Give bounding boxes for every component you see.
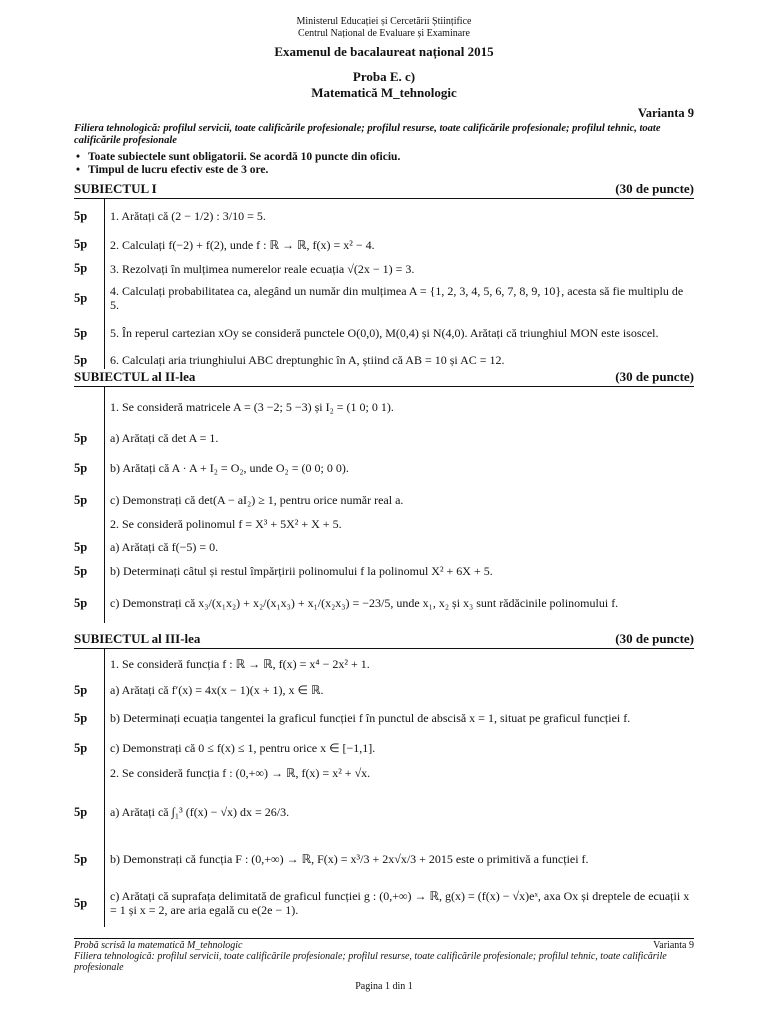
question-row (74, 233, 694, 256)
question-text: b) Demonstrați că funcția F : (0,+∞) → ℝ, F(x) = x³/3 + 2x√x/3 + 2015 este o primitivă a funcției f. (110, 852, 589, 866)
varianta-label: Varianta 9 (637, 106, 694, 120)
footer-right: Varianta 9 (653, 940, 694, 951)
section-points: (30 de puncte) (615, 181, 694, 196)
question-row (74, 839, 694, 879)
question-text: 4. Calculați probabilitatea ca, alegând un număr din mulțimea A = {1, 2, 3, 4, 5, 6, 7, 8, 9, 10}, acesta să fie multiplu de 5. (110, 284, 684, 312)
problem-text: 1. Se consideră funcția f : ℝ → ℝ, f(x) = x⁴ − 2x² + 1. (110, 657, 370, 671)
question-text: 6. Calculați aria triunghiului ABC dreptunghic în A, știind că AB = 10 și AC = 12. (110, 353, 505, 367)
section-2-block (74, 387, 694, 623)
section-header-1 (74, 181, 694, 199)
problem-intro (74, 649, 694, 679)
section-title: SUBIECTUL I (74, 181, 157, 196)
question-text: c) Demonstrați că 0 ≤ f(x) ≤ 1, pentru orice x ∈ [−1,1]. (110, 741, 376, 755)
points-label: 5p (74, 208, 88, 223)
question-text: c) Demonstrați că det(A − aI₂) ≥ 1, pentru orice număr real a. (110, 493, 404, 507)
question-text: a) Arătați că f(−5) = 0. (110, 540, 219, 554)
proba-title: Proba E. c) (352, 69, 416, 84)
points-label: 5p (74, 851, 88, 866)
points-label: 5p (74, 237, 88, 251)
question-text: a) Arătați că f′(x) = 4x(x − 1)(x + 1), x ∈ ℝ. (110, 683, 324, 697)
problem-text: 2. Se consideră funcția f : (0,+∞) → ℝ, f(x) = x² + √x. (110, 766, 371, 780)
question-row (74, 487, 694, 513)
exam-page (74, 16, 694, 927)
question-row (74, 199, 694, 233)
problem-text: 1. Se consideră matricele A = (3 −2; 5 −3) și I₂ = (1 0; 0 1). (110, 400, 394, 414)
rules-list (74, 151, 694, 177)
question-row (74, 281, 694, 315)
section-points: (30 de puncte) (615, 631, 694, 646)
points-label: 5p (74, 261, 88, 275)
question-row (74, 427, 694, 449)
question-row (74, 449, 694, 487)
question-row (74, 583, 694, 623)
problem-intro (74, 387, 694, 427)
points-label: 5p (74, 740, 88, 755)
question-text: 3. Rezolvați în mulțimea numerelor reale ecuația √(2x − 1) = 3. (110, 261, 415, 276)
points-label: 5p (74, 710, 88, 725)
question-text: b) Determinați ecuația tangentei la graficul funcției f în punctul de abscisă x = 1, situat pe graficul funcției f. (110, 711, 631, 725)
question-text: a) Arătați că det A = 1. (110, 431, 219, 445)
points-label: 5p (74, 563, 88, 578)
section-3-block (74, 649, 694, 927)
question-row (74, 701, 694, 735)
question-row (74, 351, 694, 369)
footer-left: Probă scrisă la matematică M_tehnologic (74, 940, 243, 951)
section-header-2 (74, 369, 694, 387)
section-1-block (74, 199, 694, 369)
question-text: c) Arătați că suprafața delimitată de graficul funcției g : (0,+∞) → ℝ, g(x) = (f(x) − √x)eˣ, axa Ox și dreptele de ecuații x = 1 și x = 2, are aria egală cu e(2e − 1). (110, 889, 690, 917)
points-label: 5p (74, 460, 88, 475)
question-row (74, 735, 694, 761)
subject-title: Matematică M_tehnologic (311, 85, 457, 100)
points-label: 5p (74, 325, 88, 340)
rule-item: • Timpul de lucru efectiv este de 3 ore. (88, 164, 694, 177)
question-text: 2. Calculați f(−2) + f(2), unde f : ℝ → ℝ, f(x) = x² − 4. (110, 237, 375, 252)
points-label: 5p (74, 895, 88, 910)
section-points: (30 de puncte) (615, 369, 694, 384)
points-label: 5p (74, 290, 88, 305)
question-text: b) Arătați că A · A + I₂ = O₂, unde O₂ = (0 0; 0 0). (110, 461, 349, 475)
section-title: SUBIECTUL al II-lea (74, 369, 196, 384)
problem-intro (74, 513, 694, 535)
question-row (74, 315, 694, 351)
question-row (74, 559, 694, 583)
section-header-3 (74, 631, 694, 649)
question-row (74, 679, 694, 701)
page-number: Pagina 1 din 1 (355, 981, 413, 992)
points-label: 5p (74, 804, 88, 819)
rule-item: • Toate subiectele sunt obligatorii. Se acordă 10 puncte din oficiu. (88, 151, 694, 164)
section-title: SUBIECTUL al III-lea (74, 631, 201, 646)
problem-intro (74, 761, 694, 785)
points-label: 5p (74, 492, 88, 507)
points-label: 5p (74, 682, 88, 697)
question-row (74, 879, 694, 927)
points-label: 5p (74, 539, 88, 554)
points-label: 5p (74, 352, 88, 367)
footer-filiera: Filiera tehnologică: profilul servicii, toate calificările profesionale; profilul resurse, toate calificările profesionale; profilul tehnic, toate calificările profesionale (74, 951, 667, 973)
question-text: b) Determinați câtul și restul împărțirii polinomului f la polinomul X² + 6X + 5. (110, 564, 493, 578)
question-text: a) Arătați că ∫₁³ (f(x) − √x) dx = 26/3. (110, 805, 290, 819)
center-line: Centrul Național de Evaluare și Examinare (298, 28, 470, 39)
question-row (74, 535, 694, 559)
question-text: c) Demonstrați că x₃/(x₁x₂) + x₂/(x₁x₃) + x₁/(x₂x₃) = −23/5, unde x₁, x₂ și x₃ sunt rădăcinile polinomului f. (110, 596, 619, 610)
question-text: 1. Arătați că (2 − 1/2) : 3/10 = 5. (110, 209, 266, 223)
points-label: 5p (74, 595, 88, 610)
question-row (74, 785, 694, 839)
footer-row (74, 940, 694, 951)
filiera-text: Filiera tehnologică: profilul servicii, toate calificările profesionale; profilul resurse, toate calificările profesionale; profilul tehnic, toate calificările profesionale (74, 123, 661, 146)
problem-text: 2. Se consideră polinomul f = X³ + 5X² + X + 5. (110, 517, 342, 531)
points-label: 5p (74, 430, 88, 445)
question-text: 5. În reperul cartezian xOy se consideră punctele O(0,0), M(0,4) și N(4,0). Arătați că triunghiul MON este isoscel. (110, 326, 659, 340)
exam-title: Examenul de bacalaureat național 2015 (274, 44, 494, 59)
page-footer (74, 938, 694, 992)
question-row (74, 256, 694, 281)
ministry-line: Ministerul Educației și Cercetării Științifice (296, 16, 472, 27)
